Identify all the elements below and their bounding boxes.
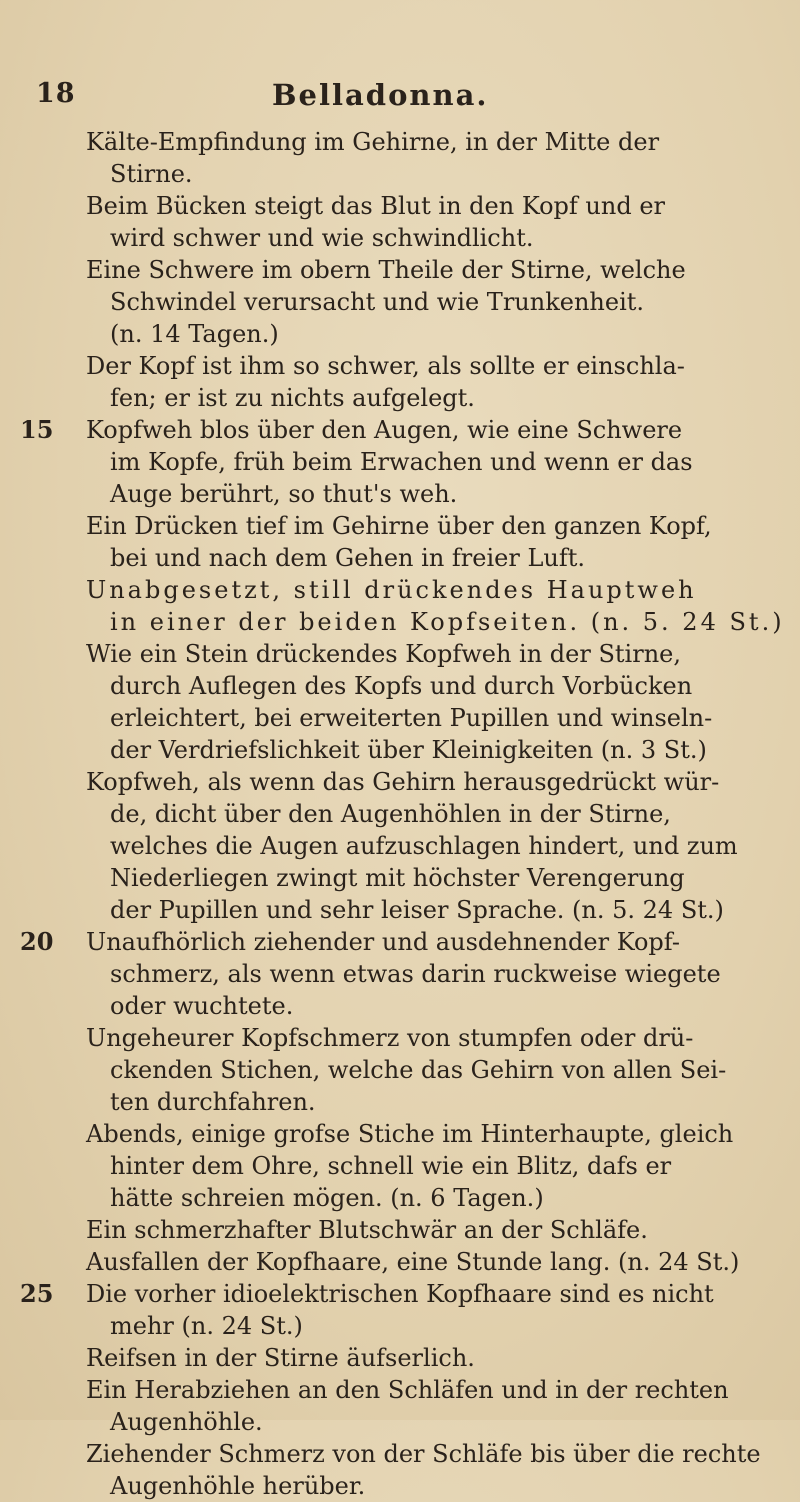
line-text: mehr (n. 24 St.) — [110, 1312, 303, 1340]
line-text: in einer der beiden Kopfseiten. (n. 5. 24 St.) — [110, 608, 785, 636]
text-line — [0, 670, 800, 702]
text-line — [0, 1054, 800, 1086]
line-text: Ungeheurer Kopfschmerz von stumpfen oder drü- — [86, 1024, 694, 1052]
line-text: Eine Schwere im obern Theile der Stirne, welche — [86, 256, 686, 284]
text-line — [0, 926, 800, 958]
line-text: Augenhöhle. — [110, 1408, 263, 1436]
text-line — [0, 894, 800, 926]
text-line — [0, 606, 800, 638]
symptom-entry — [0, 1342, 800, 1374]
line-text: Schwindel verursacht und wie Trunkenheit. — [110, 288, 645, 316]
symptom-entry — [0, 926, 800, 1022]
line-text: Abends, einige grofse Stiche im Hinterhaupte, gleich — [86, 1120, 734, 1148]
text-line — [0, 830, 800, 862]
text-body — [0, 126, 800, 1502]
line-text: Beim Bücken steigt das Blut in den Kopf und er — [86, 192, 666, 220]
symptom-entry — [0, 414, 800, 510]
symptom-entry — [0, 1438, 800, 1502]
line-text: hätte schreien mögen. (n. 6 Tagen.) — [110, 1184, 544, 1212]
line-text: fen; er ist zu nichts aufgelegt. — [110, 384, 475, 412]
line-text: Reifsen in der Stirne äufserlich. — [86, 1344, 475, 1372]
running-head: Belladonna. — [272, 78, 489, 112]
line-text: ten durchfahren. — [110, 1088, 316, 1116]
line-text: der Pupillen und sehr leiser Sprache. (n. 5. 24 St.) — [110, 896, 724, 924]
text-line — [0, 190, 800, 222]
text-line — [0, 1310, 800, 1342]
text-line — [0, 1022, 800, 1054]
line-text: schmerz, als wenn etwas darin ruckweise wiegete — [110, 960, 721, 988]
line-text: Der Kopf ist ihm so schwer, als sollte er einschla- — [86, 352, 685, 380]
line-text: erleichtert, bei erweiterten Pupillen und winseln- — [110, 704, 713, 732]
line-text: Augenhöhle herüber. — [110, 1472, 366, 1500]
symptom-entry — [0, 1022, 800, 1118]
text-line — [0, 158, 800, 190]
symptom-entry — [0, 190, 800, 254]
text-line — [0, 638, 800, 670]
text-line — [0, 1214, 800, 1246]
text-line — [0, 510, 800, 542]
text-line — [0, 1470, 800, 1502]
symptom-entry — [0, 574, 800, 638]
line-text: Unaufhörlich ziehender und ausdehnender Kopf- — [86, 928, 680, 956]
line-text: Kopfweh blos über den Augen, wie eine Schwere — [86, 416, 683, 444]
line-text: im Kopfe, früh beim Erwachen und wenn er das — [110, 448, 693, 476]
text-line — [0, 1086, 800, 1118]
line-text: oder wuchtete. — [110, 992, 294, 1020]
line-text: hinter dem Ohre, schnell wie ein Blitz, dafs er — [110, 1152, 672, 1180]
text-line — [0, 414, 800, 446]
line-text: der Verdriefslichkeit über Kleinigkeiten (n. 3 St.) — [110, 736, 707, 764]
page-header — [36, 78, 760, 118]
text-line — [0, 702, 800, 734]
symptom-entry — [0, 1118, 800, 1214]
symptom-entry — [0, 350, 800, 414]
line-text: Unabgesetzt, still drückendes Hauptweh — [86, 576, 697, 604]
line-text: welches die Augen aufzuschlagen hindert, und zum — [110, 832, 738, 860]
line-text: bei und nach dem Gehen in freier Luft. — [110, 544, 585, 572]
line-text: Auge berührt, so thut's weh. — [110, 480, 458, 508]
text-line — [0, 1406, 800, 1438]
line-text: de, dicht über den Augenhöhlen in der Stirne, — [110, 800, 671, 828]
text-line — [0, 1438, 800, 1470]
text-line — [0, 574, 800, 606]
line-text: Ein schmerzhafter Blutschwär an der Schläfe. — [86, 1216, 648, 1244]
text-line — [0, 1182, 800, 1214]
text-line — [0, 350, 800, 382]
line-text: Ein Herabziehen an den Schläfen und in der rechten — [86, 1376, 729, 1404]
line-text: Kopfweh, als wenn das Gehirn herausgedrückt wür- — [86, 768, 720, 796]
symptom-entry — [0, 1246, 800, 1278]
text-line — [0, 286, 800, 318]
symptom-entry — [0, 766, 800, 926]
symptom-entry — [0, 1374, 800, 1438]
text-line — [0, 766, 800, 798]
text-line — [0, 542, 800, 574]
line-text: Stirne. — [110, 160, 193, 188]
text-line — [0, 254, 800, 286]
line-text: Wie ein Stein drückendes Kopfweh in der Stirne, — [86, 640, 681, 668]
line-text: Ausfallen der Kopfhaare, eine Stunde lang. (n. 24 St.) — [86, 1248, 740, 1276]
symptom-entry — [0, 1278, 800, 1342]
text-line — [0, 1246, 800, 1278]
symptom-entry — [0, 510, 800, 574]
symptom-entry — [0, 126, 800, 190]
line-text: wird schwer und wie schwindlicht. — [110, 224, 534, 252]
symptom-entry — [0, 638, 800, 766]
line-number: 25 — [20, 1279, 54, 1308]
text-line — [0, 1278, 800, 1310]
page-number: 18 — [36, 78, 76, 109]
line-text: (n. 14 Tagen.) — [110, 320, 279, 348]
text-line — [0, 734, 800, 766]
text-line — [0, 958, 800, 990]
line-number: 20 — [20, 927, 54, 956]
text-line — [0, 126, 800, 158]
text-line — [0, 318, 800, 350]
line-number: 15 — [20, 415, 54, 444]
line-text: durch Auflegen des Kopfs und durch Vorbücken — [110, 672, 693, 700]
line-text: Niederliegen zwingt mit höchster Verengerung — [110, 864, 685, 892]
symptom-entry — [0, 1214, 800, 1246]
line-text: ckenden Stichen, welche das Gehirn von allen Sei- — [110, 1056, 727, 1084]
text-line — [0, 382, 800, 414]
text-line — [0, 862, 800, 894]
line-text: Kälte-Empfindung im Gehirne, in der Mitte der — [86, 128, 660, 156]
line-text: Ein Drücken tief im Gehirne über den ganzen Kopf, — [86, 512, 712, 540]
text-line — [0, 1374, 800, 1406]
text-line — [0, 1342, 800, 1374]
line-text: Die vorher idioelektrischen Kopfhaare sind es nicht — [86, 1280, 714, 1308]
text-line — [0, 222, 800, 254]
text-line — [0, 1118, 800, 1150]
text-line — [0, 478, 800, 510]
symptom-entry — [0, 254, 800, 350]
text-line — [0, 1150, 800, 1182]
text-line — [0, 798, 800, 830]
text-line — [0, 990, 800, 1022]
line-text: Ziehender Schmerz von der Schläfe bis über die rechte — [86, 1440, 761, 1468]
text-line — [0, 446, 800, 478]
